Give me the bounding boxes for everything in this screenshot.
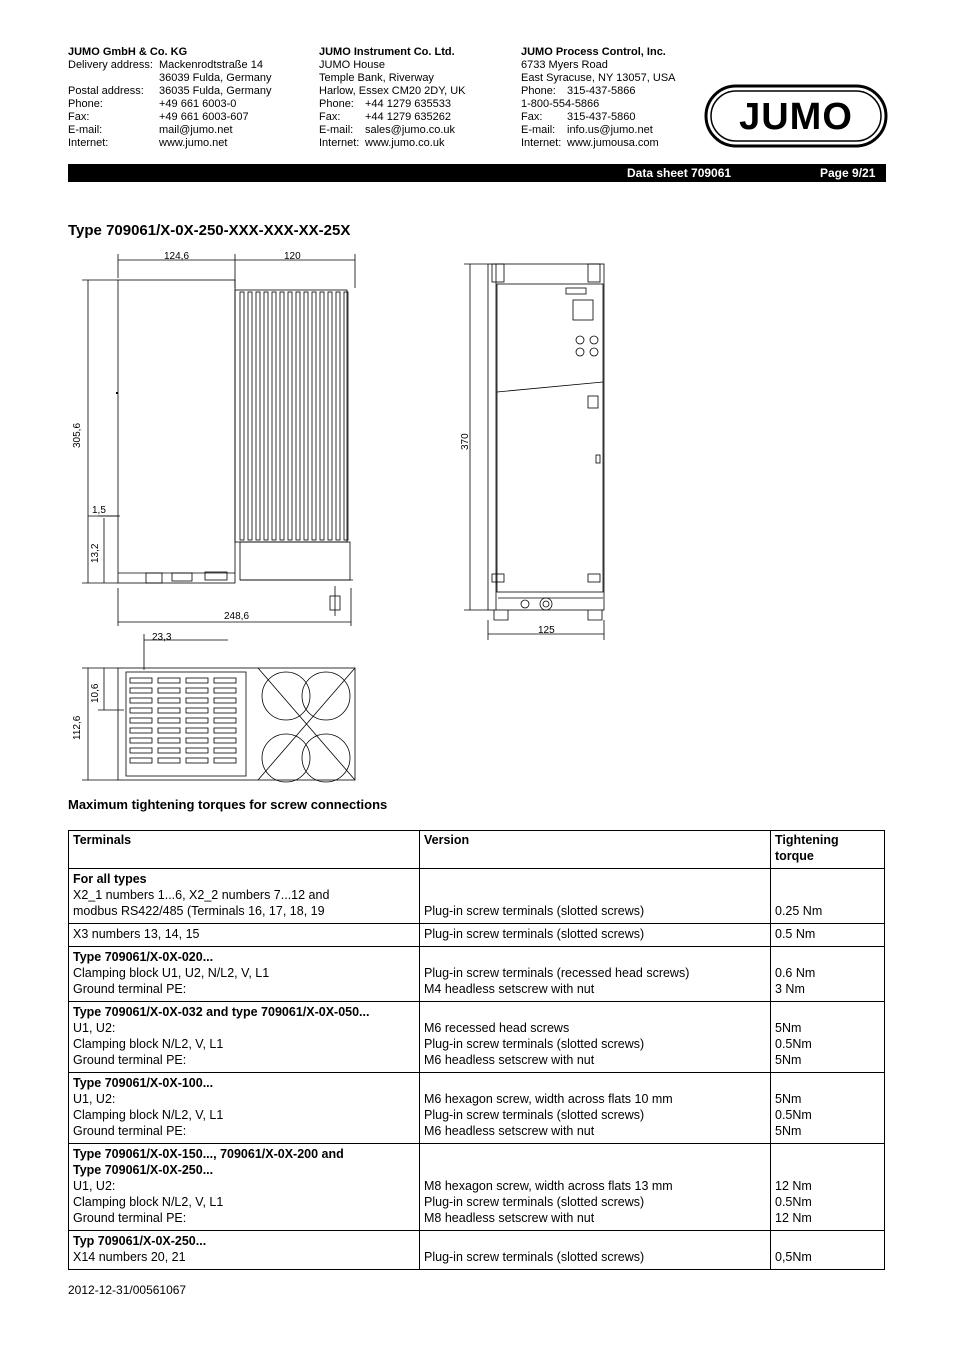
cell-line: 0.25 Nm [775,904,823,918]
table-row [69,869,885,924]
cell-line: Clamping block N/L2, V, L1 [73,1037,224,1051]
table-cell [69,1073,420,1144]
address-label: Internet: [521,137,562,149]
heatsink-fin [320,292,324,540]
cell-line: Plug-in screw terminals (slotted screws) [424,1250,645,1264]
cell-line: For all types [73,872,147,886]
address-line [68,72,272,85]
table-row [69,1144,885,1231]
cell-line: Type 709061/X-0X-150..., 709061/X-0X-200 and [73,1147,344,1161]
address-line [68,98,272,111]
address-label: Postal address: [68,85,144,97]
table-cell [69,869,420,924]
vent-slot [158,688,180,693]
vent-slot [214,698,236,703]
vent-slot [130,678,152,683]
cell-line: Type 709061/X-0X-032 and type 709061/X-0X-050... [73,1005,370,1019]
address-line [68,85,272,98]
vent-slot [158,698,180,703]
vent-slot [186,758,208,763]
table-cell [69,924,420,947]
cell-line: 3 Nm [775,982,805,996]
cell-line: M6 headless setscrew with nut [424,1124,595,1138]
cell-line: U1, U2: [73,1021,116,1035]
cell-line: 0.5Nm [775,1037,812,1051]
address-label: Fax: [521,111,543,123]
table-cell [69,947,420,1002]
heatsink-fin [296,292,300,540]
dim-248-6: 248,6 [224,611,250,622]
table-row [69,1231,885,1270]
table-cell [420,1231,771,1270]
address-value: www.jumousa.com [567,137,659,149]
vent-slot [158,748,180,753]
address-line [68,59,272,72]
address-block-usa [521,46,676,150]
table-cell [771,869,885,924]
vent-slot [158,728,180,733]
address-value: 1-800-554-5866 [521,98,600,110]
cell-line: Ground terminal PE: [73,982,187,996]
vent-slot [186,728,208,733]
address-line [319,111,466,124]
heatsink-fin [264,292,268,540]
table-row [69,924,885,947]
vent-slot [214,738,236,743]
page-number: Page 9/21 [820,166,876,180]
cell-line: 5Nm [775,1053,802,1067]
address-line [521,124,676,137]
address-line [68,111,272,124]
table-cell [69,1144,420,1231]
table-row [69,1002,885,1073]
cell-line: 0.5 Nm [775,927,816,941]
address-value: Temple Bank, Riverway [319,72,434,84]
vent-slot [158,738,180,743]
cell-line: 12 Nm [775,1179,812,1193]
address-line [319,137,466,150]
dim-305-6: 305,6 [72,422,83,448]
dim-13-2: 13,2 [90,543,101,563]
cell-line: Clamping block N/L2, V, L1 [73,1108,224,1122]
table-cell [69,1002,420,1073]
vent-slot [214,718,236,723]
cell-line: Ground terminal PE: [73,1053,187,1067]
dim-1-5: 1,5 [92,505,106,516]
dim-124-6: 124,6 [164,251,190,262]
vent-slot [158,678,180,683]
table-header-row [69,831,885,869]
vent-slot [186,708,208,713]
address-line [521,59,676,72]
vent-slot [130,698,152,703]
address-value: East Syracuse, NY 13057, USA [521,72,676,84]
vent-slot [130,688,152,693]
cell-line: 5Nm [775,1021,802,1035]
vent-slot [186,738,208,743]
dim-112-6: 112,6 [72,715,83,740]
address-label: Internet: [319,137,360,149]
column-header: Tightening torque [771,831,885,869]
heatsink-fin [336,292,340,540]
address-label: Fax: [68,111,90,123]
address-value: 315-437-5866 [567,85,636,97]
address-label: Phone: [68,98,103,110]
address-label: E-mail: [319,124,354,136]
cell-line: Plug-in screw terminals (slotted screws) [424,904,645,918]
table-cell [771,1144,885,1231]
address-value: +44 1279 635533 [365,98,451,110]
vent-slot [214,748,236,753]
address-label: Internet: [68,137,109,149]
cell-line: Type 709061/X-0X-250... [73,1163,214,1177]
vent-slot [214,708,236,713]
vent-slot [130,718,152,723]
dim-10-6: 10,6 [90,683,101,703]
address-value: www.jumo.net [159,137,228,149]
cell-line: X14 numbers 20, 21 [73,1250,186,1264]
cell-line: 0.6 Nm [775,966,816,980]
address-line [319,59,466,72]
cell-line: Ground terminal PE: [73,1124,187,1138]
address-label: Phone: [521,85,556,97]
vent-slot [186,698,208,703]
cell-line: Ground terminal PE: [73,1211,187,1225]
address-line [521,137,676,150]
heatsink-fin [280,292,284,540]
address-line [319,72,466,85]
cell-line: X2_1 numbers 1...6, X2_2 numbers 7...12 and [73,888,330,902]
vent-slot [130,748,152,753]
address-line [68,137,272,150]
vent-slot [186,718,208,723]
address-label: E-mail: [68,124,103,136]
heatsink-fin [288,292,292,540]
address-value: info.us@jumo.net [567,124,653,136]
cell-line: M8 headless setscrew with nut [424,1211,595,1225]
vent-slot [158,718,180,723]
cell-line: Clamping block N/L2, V, L1 [73,1195,224,1209]
address-value: sales@jumo.co.uk [365,124,456,136]
cell-line: M8 hexagon screw, width across flats 13 mm [424,1179,673,1193]
logo-text: JUMO [739,96,853,138]
address-label: Fax: [319,111,341,123]
address-value: +44 1279 635262 [365,111,451,123]
company-name: JUMO GmbH & Co. KG [68,46,188,58]
heatsink-fin [328,292,332,540]
address-label [68,72,159,85]
address-label: E-mail: [521,124,556,136]
dim-370: 370 [460,433,471,450]
cell-line: 0.5Nm [775,1108,812,1122]
address-value: JUMO House [319,59,386,71]
dim-120: 120 [284,251,301,262]
address-value: 36035 Fulda, Germany [159,85,272,97]
vent-slot [130,728,152,733]
cell-line: 5Nm [775,1092,802,1106]
heatsink-fin [272,292,276,540]
address-line [521,111,676,124]
table-cell [420,924,771,947]
table-cell [420,947,771,1002]
address-value: +49 661 6003-0 [159,98,237,110]
torque-heading: Maximum tightening torques for screw connections [68,797,388,812]
heatsink-fin [304,292,308,540]
jumo-logo [704,84,888,148]
cell-line: modbus RS422/485 (Terminals 16, 17, 18, 19 [73,904,325,918]
address-block-germany [68,46,272,150]
table-cell [771,1002,885,1073]
address-line [521,98,676,111]
vent-slot [214,688,236,693]
cell-line: 5Nm [775,1124,802,1138]
cell-line: Plug-in screw terminals (slotted screws) [424,927,645,941]
dim-125: 125 [538,625,555,636]
cell-line: 12 Nm [775,1211,812,1225]
table-row [69,1073,885,1144]
vent-slot [186,748,208,753]
cell-line: Type 709061/X-0X-020... [73,950,214,964]
cell-line: M6 headless setscrew with nut [424,1053,595,1067]
cell-line: Clamping block U1, U2, N/L2, V, L1 [73,966,270,980]
cell-line: Type 709061/X-0X-100... [73,1076,214,1090]
address-line [521,72,676,85]
table-cell [771,1231,885,1270]
table-cell [771,1073,885,1144]
vent-slot [130,708,152,713]
datasheet-number: Data sheet 709061 [627,166,732,180]
address-line [319,85,466,98]
address-value: 6733 Myers Road [521,59,608,71]
cell-line: 0,5Nm [775,1250,812,1264]
address-label: Phone: [319,98,354,110]
address-line [319,124,466,137]
address-block-uk [319,46,466,150]
address-line [68,124,272,137]
vent-slot [130,738,152,743]
address-value: +49 661 6003-607 [159,111,249,123]
cell-line: Plug-in screw terminals (slotted screws) [424,1037,645,1051]
cell-line: Plug-in screw terminals (slotted screws) [424,1108,645,1122]
cell-line: Typ 709061/X-0X-250... [73,1234,207,1248]
table-cell [420,1144,771,1231]
dim-23-3: 23,3 [152,632,172,643]
cell-line: Plug-in screw terminals (slotted screws) [424,1195,645,1209]
table-cell [420,1073,771,1144]
column-header: Terminals [69,831,420,869]
table-cell [420,1002,771,1073]
address-line [319,98,466,111]
vent-slot [214,758,236,763]
table-cell [771,924,885,947]
company-name: JUMO Instrument Co. Ltd. [319,46,455,58]
cell-line: Plug-in screw terminals (recessed head screws) [424,966,690,980]
cell-line: U1, U2: [73,1092,116,1106]
table-row [69,947,885,1002]
table-cell [420,869,771,924]
address-line [521,85,676,98]
vent-slot [158,708,180,713]
address-value: 315-437-5860 [567,111,636,123]
vent-slot [158,758,180,763]
heatsink-fin [256,292,260,540]
address-label: Delivery address: [68,59,153,71]
address-value: mail@jumo.net [159,124,233,136]
page-title: Type 709061/X-0X-250-XXX-XXX-XX-25X [68,222,351,239]
vent-slot [186,678,208,683]
heatsink-fin [312,292,316,540]
cell-line: M6 hexagon screw, width across flats 10 mm [424,1092,673,1106]
address-value: 36039 Fulda, Germany [159,72,272,84]
address-value: Harlow, Essex CM20 2DY, UK [319,85,466,97]
datasheet-bar [68,164,886,182]
vent-slot [130,758,152,763]
cell-line: M6 recessed head screws [424,1021,570,1035]
cell-line: U1, U2: [73,1179,116,1193]
vent-slot [214,678,236,683]
cell-line: M4 headless setscrew with nut [424,982,595,996]
heatsink-fin [240,292,244,540]
document-footer: 2012-12-31/00561067 [68,1283,187,1297]
cell-line: X3 numbers 13, 14, 15 [73,927,200,941]
heatsink-fin [248,292,252,540]
column-header: Version [420,831,771,869]
company-name: JUMO Process Control, Inc. [521,46,666,58]
table-cell [771,947,885,1002]
torque-table [68,830,885,1270]
vent-slot [214,728,236,733]
table-cell [69,1231,420,1270]
cell-line: 0.5Nm [775,1195,812,1209]
dimension-drawing [68,248,628,784]
address-value: Mackenrodtstraße 14 [159,59,263,71]
address-value: www.jumo.co.uk [365,137,445,149]
vent-slot [186,688,208,693]
